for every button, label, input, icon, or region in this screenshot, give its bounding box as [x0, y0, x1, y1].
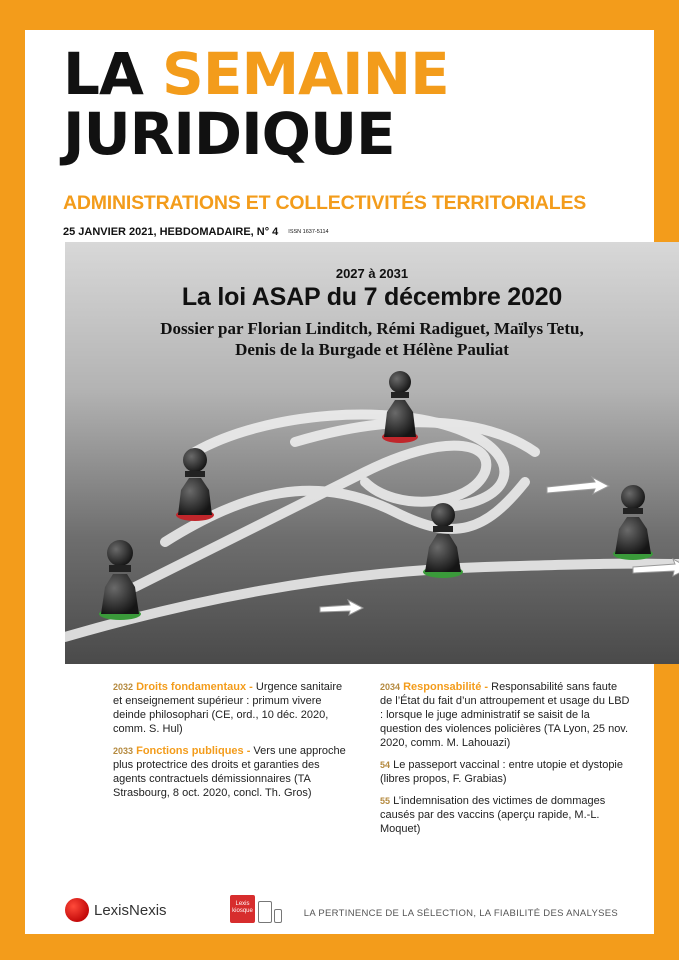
toc-rubric: Responsabilité - — [403, 681, 489, 693]
tablet-icon — [258, 901, 272, 923]
dossier-title: La loi ASAP du 7 décembre 2020 — [181, 283, 563, 311]
issue-info — [63, 226, 329, 238]
toc-number: 2033 — [113, 746, 134, 756]
dossier-headline — [65, 242, 679, 360]
phone-icon — [274, 909, 282, 923]
cover-page — [25, 30, 654, 934]
toc-rubric: Droits fondamentaux - — [136, 681, 253, 693]
toc-number: 2032 — [113, 682, 134, 692]
publisher-tagline: LA PERTINENCE DE LA SÉLECTION, LA FIABILITÉ DES ANALYSES — [303, 908, 618, 919]
toc-text: Urgence sanitaire et enseignement supérieur : primum vivere deinde philosophari (CE, ord., 10 déc. 2020, comm. S. Hul) — [113, 681, 343, 735]
masthead-line-1 — [63, 40, 449, 108]
kiosque-badge — [230, 895, 255, 923]
masthead-la: LA — [63, 40, 163, 108]
toc-text: Vers une approche plus protectrice des droits et garanties des agents contractuels démissionnaires (TA Strasbourg, 8 oct. 2020, concl. Th. Gros) — [113, 745, 346, 799]
issn-number: ISSN 1637-5114 — [288, 229, 329, 236]
toc-item[interactable] — [380, 794, 630, 836]
masthead-juridique: JURIDIQUE — [63, 100, 395, 168]
toc-text: L’indemnisation des victimes de dommages causés par des vaccins (aperçu rapide, M.-L. Moquet) — [380, 795, 606, 835]
cover-footer — [25, 890, 654, 930]
dossier-authors — [65, 318, 679, 360]
lexisnexis-sphere-icon — [65, 898, 89, 922]
magazine-masthead — [63, 40, 449, 168]
authors-line-1: Dossier par Florian Linditch, Rémi Radiguet, Maïlys Tetu, — [160, 319, 584, 338]
toc-rubric: Fonctions publiques - — [136, 745, 251, 757]
masthead-semaine: SEMAINE — [162, 40, 449, 108]
toc-text: Responsabilité sans faute de l’État du fait d’un attroupement et usage du LBD : lorsque le juge administratif se saisit de la question des violences policières (TA Lyon, 25 nov. 2020, comm. M. Lahouazi) — [380, 681, 630, 749]
lexis-kiosque-logo — [230, 895, 282, 923]
toc-item[interactable] — [113, 744, 353, 800]
toc-item[interactable] — [380, 758, 630, 786]
toc-number: 2034 — [380, 682, 401, 692]
toc-number: 55 — [380, 796, 391, 806]
cover-illustration — [65, 242, 679, 664]
edition-subtitle: ADMINISTRATIONS ET COLLECTIVITÉS TERRITORIALES — [63, 192, 587, 214]
kiosque-line-1: Lexis — [235, 901, 250, 907]
kiosque-line-2: kiosque — [232, 908, 253, 914]
lexisnexis-logo — [65, 898, 167, 922]
dossier-years: 2027 à 2031 — [335, 266, 409, 281]
publisher-name: LexisNexis — [94, 901, 167, 919]
authors-line-2: Denis de la Burgade et Hélène Pauliat — [235, 340, 509, 359]
toc-item[interactable] — [113, 680, 353, 736]
toc-number: 54 — [380, 760, 391, 770]
toc-item[interactable] — [380, 680, 630, 750]
toc-right-column — [380, 680, 630, 844]
toc-text: Le passeport vaccinal : entre utopie et dystopie (libres propos, F. Grabias) — [380, 759, 623, 785]
issue-date: 25 JANVIER 2021, HEBDOMADAIRE, N° 4 — [63, 226, 279, 238]
toc-left-column — [113, 680, 353, 808]
